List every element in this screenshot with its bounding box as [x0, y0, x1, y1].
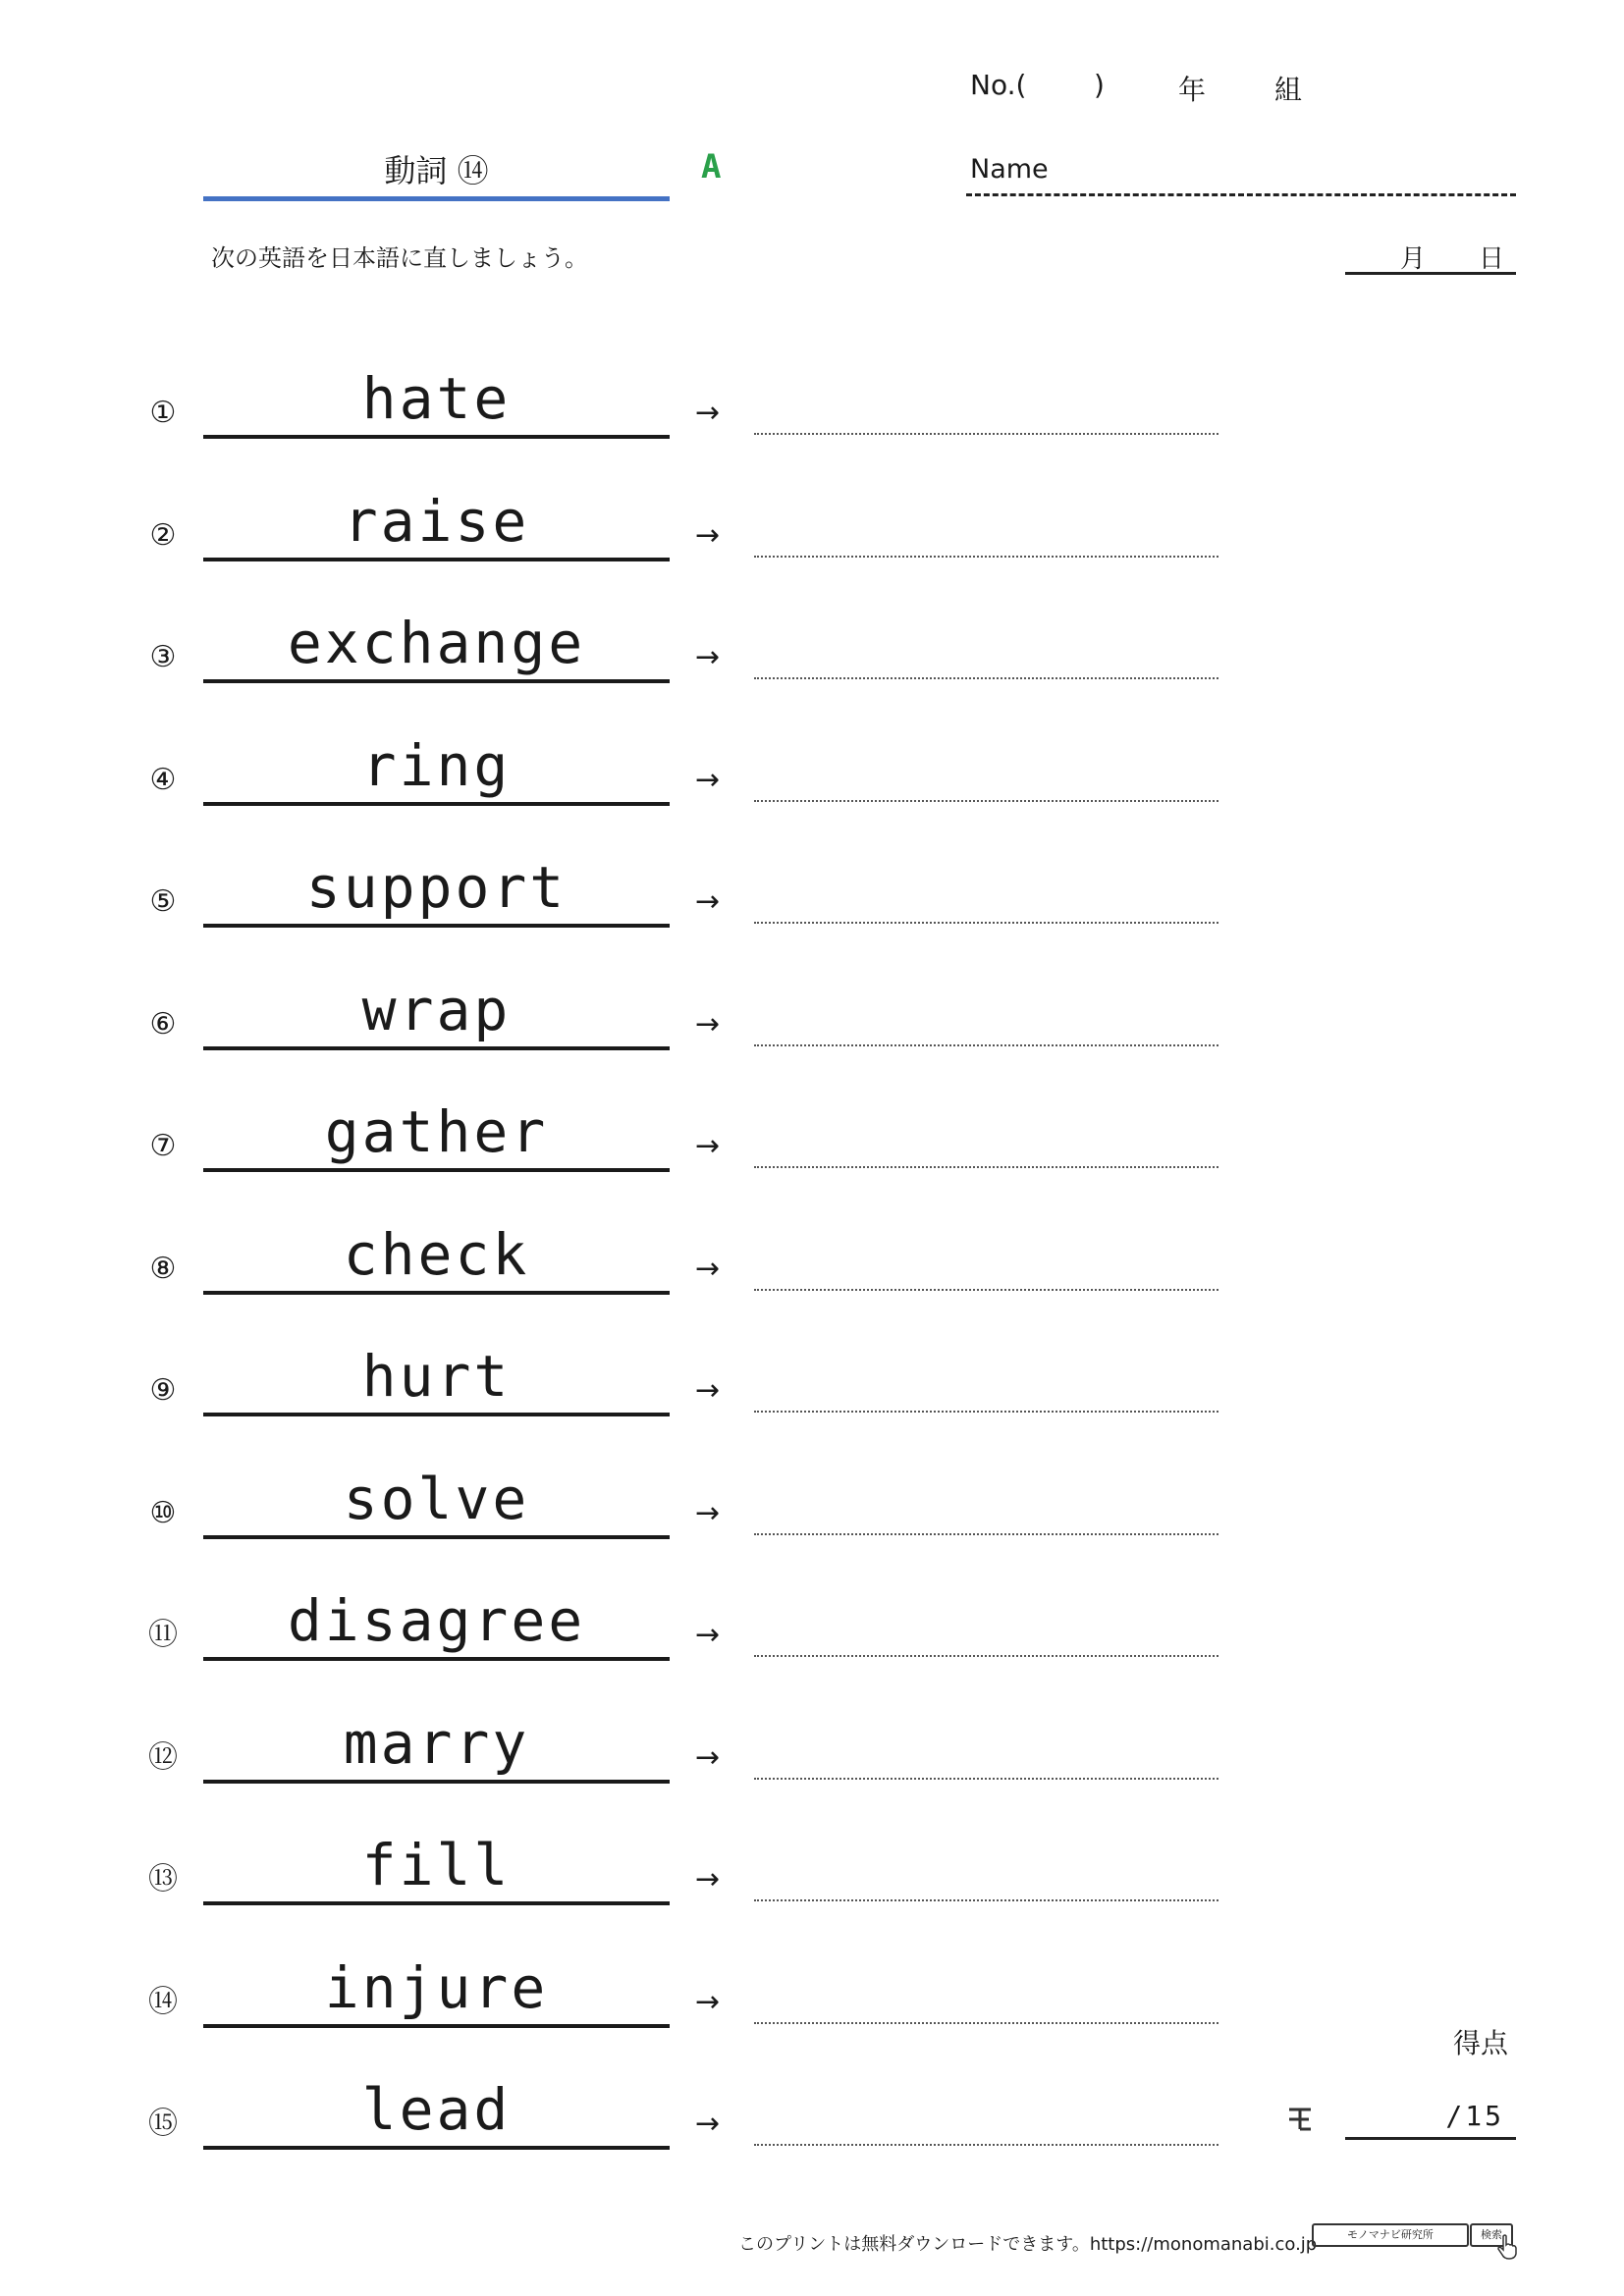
question-number: ⑬ — [148, 1862, 178, 1896]
question-word: gather — [324, 1098, 549, 1165]
day-label: 日 — [1479, 244, 1505, 274]
question-number: ⑦ — [149, 1129, 177, 1163]
arrow-icon: → — [695, 1129, 721, 1163]
question-number: ⑨ — [149, 1373, 177, 1408]
search-button[interactable]: 検索 — [1470, 2223, 1513, 2247]
answer-line[interactable] — [754, 2022, 1218, 2024]
question-word-box — [203, 1220, 670, 1295]
question-word: lead — [361, 2076, 512, 2143]
number-label: No.( — [970, 69, 1027, 101]
question-word: support — [305, 854, 568, 921]
answer-line[interactable] — [754, 1899, 1218, 1901]
arrow-icon: → — [695, 1985, 721, 2019]
worksheet-title: 動詞 ⑭ — [384, 152, 489, 189]
arrow-icon: → — [695, 763, 721, 797]
number-close: ) — [1094, 69, 1105, 101]
question-word: raise — [343, 488, 530, 555]
month-label: 月 — [1400, 244, 1427, 274]
answer-line[interactable] — [754, 1533, 1218, 1535]
question-number: ⑭ — [148, 1985, 178, 2019]
question-number: ④ — [149, 763, 177, 797]
question-word: exchange — [287, 610, 586, 676]
arrow-icon: → — [695, 640, 721, 674]
question-word-box — [203, 2075, 670, 2150]
answer-line[interactable] — [754, 1655, 1218, 1657]
class-label: 組 — [1274, 74, 1303, 106]
answer-line[interactable] — [754, 433, 1218, 435]
question-number: ① — [149, 396, 177, 430]
pointer-hand-icon — [1496, 2234, 1518, 2260]
answer-line[interactable] — [754, 1166, 1218, 1168]
question-word-box — [203, 1953, 670, 2028]
answer-line[interactable] — [754, 556, 1218, 558]
answer-line[interactable] — [754, 922, 1218, 924]
question-number: ③ — [149, 640, 177, 674]
question-word-box — [203, 1342, 670, 1416]
question-word: hurt — [361, 1343, 512, 1410]
instruction-text: 次の英語を日本語に直しましょう。 — [211, 244, 588, 272]
question-word: solve — [343, 1466, 530, 1532]
question-number: ⑧ — [149, 1252, 177, 1286]
question-number: ② — [149, 518, 177, 553]
question-word-box — [203, 1465, 670, 1539]
arrow-icon: → — [695, 1007, 721, 1041]
arrow-icon: → — [695, 1496, 721, 1530]
question-word-box — [203, 731, 670, 806]
arrow-icon: → — [695, 1862, 721, 1896]
answer-line[interactable] — [754, 677, 1218, 679]
arrow-icon: → — [695, 1740, 721, 1775]
score-field[interactable] — [1345, 2098, 1516, 2140]
question-number: ⑤ — [149, 884, 177, 919]
question-word-box — [203, 1097, 670, 1172]
question-word-box — [203, 364, 670, 439]
arrow-icon: → — [695, 2107, 721, 2141]
arrow-icon: → — [695, 396, 721, 430]
question-number: ⑮ — [148, 2107, 178, 2141]
arrow-icon: → — [695, 1252, 721, 1286]
question-word: ring — [361, 732, 512, 799]
score-total: /15 — [1445, 2100, 1504, 2132]
monomanabi-logo-icon — [1287, 2107, 1313, 2132]
worksheet-title-area — [203, 142, 670, 201]
question-word: injure — [324, 1954, 549, 2021]
question-word-box — [203, 609, 670, 683]
question-word-box — [203, 853, 670, 928]
question-number: ⑥ — [149, 1007, 177, 1041]
name-field[interactable] — [966, 154, 1516, 196]
question-word: check — [343, 1221, 530, 1288]
score-label: 得点 — [1453, 2027, 1509, 2059]
question-word: wrap — [361, 977, 512, 1043]
question-word-box — [203, 976, 670, 1050]
question-number: ⑫ — [148, 1740, 178, 1775]
question-word: disagree — [287, 1587, 586, 1654]
answer-line[interactable] — [754, 1411, 1218, 1413]
arrow-icon: → — [695, 884, 721, 919]
question-word-box — [203, 1831, 670, 1905]
question-word-box — [203, 1709, 670, 1784]
answer-line[interactable] — [754, 2144, 1218, 2146]
question-word: hate — [361, 365, 512, 432]
question-word: marry — [343, 1710, 530, 1777]
name-label: Name — [970, 154, 1049, 185]
arrow-icon: → — [695, 518, 721, 553]
footer-text: このプリントは無料ダウンロードできます。https://monomanabi.co.jp — [738, 2234, 1318, 2255]
worksheet-variant: A — [701, 147, 722, 187]
question-number: ⑩ — [149, 1496, 177, 1530]
site-name-box[interactable]: モノマナビ研究所 — [1312, 2223, 1469, 2247]
arrow-icon: → — [695, 1618, 721, 1652]
answer-line[interactable] — [754, 1044, 1218, 1046]
arrow-icon: → — [695, 1373, 721, 1408]
question-word-box — [203, 487, 670, 561]
answer-line[interactable] — [754, 1778, 1218, 1780]
question-word: fill — [361, 1832, 512, 1898]
year-label: 年 — [1178, 74, 1207, 106]
question-word-box — [203, 1586, 670, 1661]
date-field[interactable] — [1345, 239, 1516, 275]
answer-line[interactable] — [754, 1289, 1218, 1291]
question-number: ⑪ — [148, 1618, 178, 1652]
answer-line[interactable] — [754, 800, 1218, 802]
